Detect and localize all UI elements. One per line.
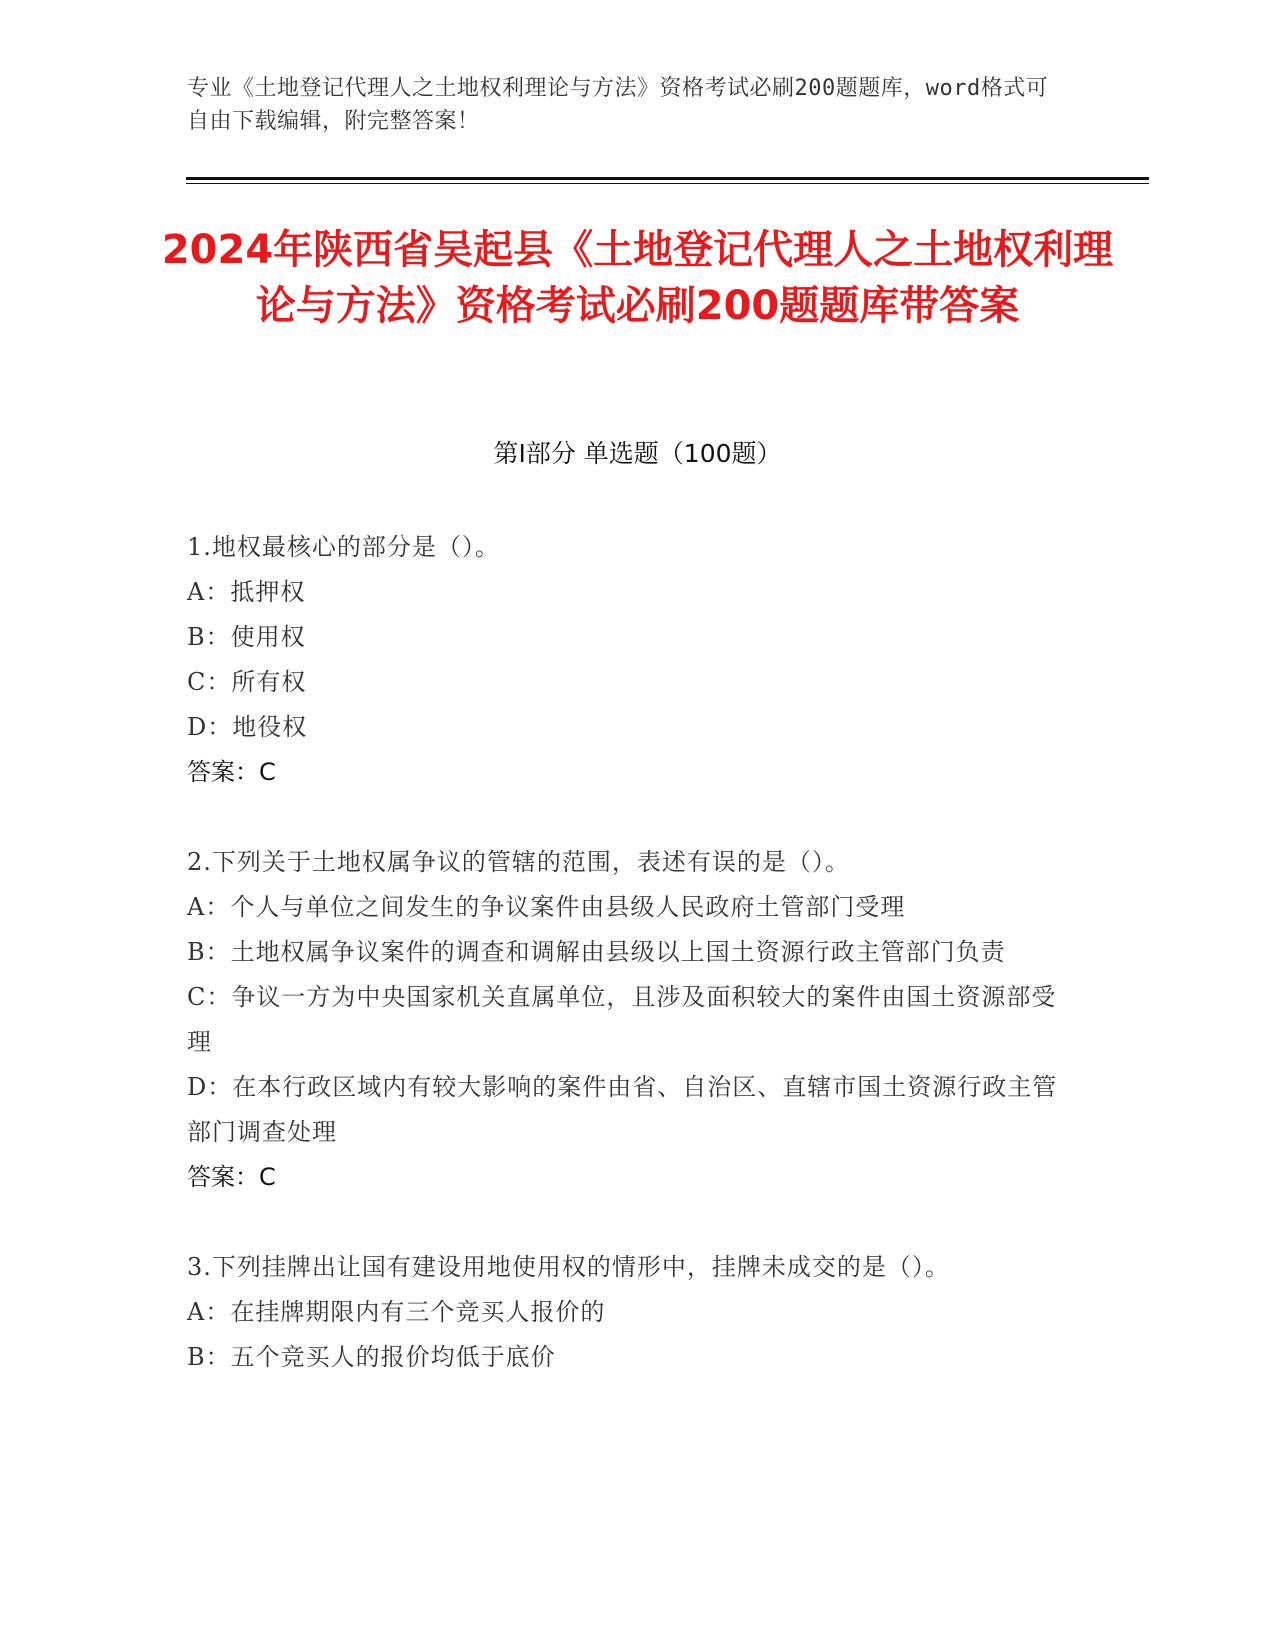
option-d: D：地役权 bbox=[187, 713, 308, 741]
question-2 bbox=[187, 840, 1067, 1200]
option-b: B：使用权 bbox=[187, 623, 306, 651]
option-a: A：抵押权 bbox=[187, 578, 306, 606]
document-title: 2024年陕西省吴起县《土地登记代理人之土地权利理论与方法》资格考试必刷200题题库带答案 bbox=[161, 227, 1114, 329]
option-b: B：五个竞买人的报价均低于底价 bbox=[187, 1343, 556, 1371]
option-c: C：所有权 bbox=[187, 668, 307, 696]
option-b: B：土地权属争议案件的调查和调解由县级以上国土资源行政主管部门负责 bbox=[187, 938, 1006, 966]
question-stem: 2.下列关于土地权属争议的管辖的范围，表述有误的是（）。 bbox=[187, 848, 850, 876]
option-a: A：个人与单位之间发生的争议案件由县级人民政府土管部门受理 bbox=[187, 893, 906, 921]
question-3 bbox=[187, 1245, 1067, 1380]
header-note: 专业《土地登记代理人之土地权利理论与方法》资格考试必刷200题题库，word格式可自由下载编辑，附完整答案！ bbox=[187, 76, 1049, 134]
question-list bbox=[187, 525, 1067, 1425]
answer: 答案：C bbox=[187, 1163, 276, 1191]
question-1 bbox=[187, 525, 1067, 795]
header-rule-thick bbox=[186, 177, 1149, 180]
question-stem: 3.下列挂牌出让国有建设用地使用权的情形中，挂牌未成交的是（）。 bbox=[187, 1253, 950, 1281]
question-stem: 1.地权最核心的部分是（）。 bbox=[187, 533, 500, 561]
option-d: D：在本行政区域内有较大影响的案件由省、自治区、直辖市国土资源行政主管部门调查处理 bbox=[187, 1073, 1058, 1146]
header-rule-thin bbox=[186, 183, 1149, 184]
section-heading: 第Ⅰ部分 单选题（100题） bbox=[493, 439, 782, 468]
option-c: C：争议一方为中央国家机关直属单位，且涉及面积较大的案件由国土资源部受理 bbox=[187, 983, 1057, 1056]
answer: 答案：C bbox=[187, 758, 276, 786]
option-a: A：在挂牌期限内有三个竞买人报价的 bbox=[187, 1298, 606, 1326]
